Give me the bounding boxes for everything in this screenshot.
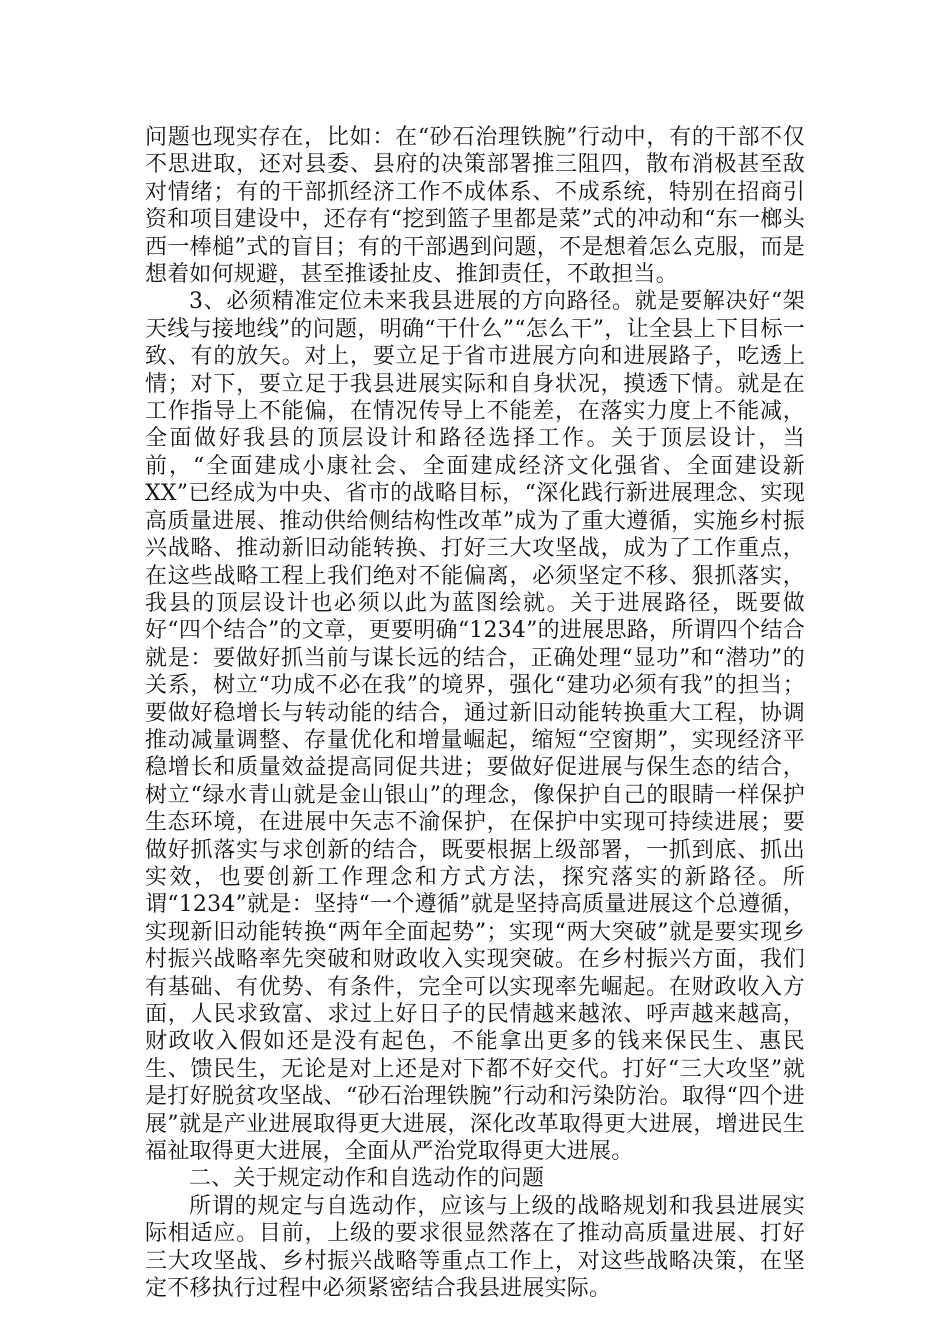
paragraph-required-optional-actions: 所谓的规定与自选动作，应该与上级的战略规划和我县进展实际相适应。目前，上级的要求很显然落在了推动高质量进展、打好三大攻坚战、乡村振兴战略等重点工作上，对这些战略决策，在坚定不移执行过程中必须紧密结合我县进展实际。	[145, 1193, 805, 1302]
paragraph-direction-path: 3、必须精准定位未来我县进展的方向路径。就是要解决好“架天线与接地线”的问题，明确“干什么”“怎么干”，让全县上下目标一致、有的放矢。对上，要立足于省市进展方向和进展路子，吃透上情；对下，要立足于我县进展实际和自身状况，摸透下情。就是在工作指导上不能偏，在情况传导上不能差，在落实力度上不能减，全面做好我县的顶层设计和路径选择工作。关于顶层设计，当前，“全面建成小康社会、全面建成经济文化强省、全面建设新XX”已经成为中央、省市的战略目标，“深化践行新进展理念、实现高质量进展、推动供给侧结构性改革”成为了重大遵循，实施乡村振兴战略、推动新旧动能转换、打好三大攻坚战，成为了工作重点，在这些战略工程上我们绝对不能偏离，必须坚定不移、狠抓落实，我县的顶层设计也必须以此为蓝图绘就。关于进展路径，既要做好“四个结合”的文章，更要明确“1234”的进展思路，所谓四个结合就是：要做好抓当前与谋长远的结合，正确处理“显功”和“潜功”的关系，树立“功成不必在我”的境界，强化“建功必须有我”的担当；要做好稳增长与转动能的结合，通过新旧动能转换重大工程，协调推动减量调整、存量优化和增量崛起，缩短“空窗期”，实现经济平稳增长和质量效益提高同促共进；要做好促进展与保生态的结合，树立“绿水青山就是金山银山”的理念，像保护自己的眼睛一样保护生态环境，在进展中矢志不渝保护，在保护中实现可持续进展；要做好抓落实与求创新的结合，既要根据上级部署，一抓到底、抓出实效，也要创新工作理念和方式方法，探究落实的新路径。所谓“1234”就是：坚持“一个遵循”就是坚持高质量进展这个总遵循，实现新旧动能转换“两年全面起势”；实现“两大突破”就是要实现乡村振兴战略率先突破和财政收入实现突破。在乡村振兴方面，我们有基础、有优势、有条件，完全可以实现率先崛起。在财政收入方面，人民求致富、求过上好日子的民情越来越浓、呼声越来越高，财政收入假如还是没有起色，不能拿出更多的钱来保民生、惠民生、馈民生，无论是对上还是对下都不好交代。打好“三大攻坚”就是打好脱贫攻坚战、“砂石治理铁腕”行动和污染防治。取得“四个进展”就是产业进展取得更大进展，深化改革取得更大进展，增进民生福祉取得更大进展，全面从严治党取得更大进展。	[145, 289, 805, 1165]
section-heading: 二、关于规定动作和自选动作的问题	[189, 1166, 545, 1192]
document-body	[145, 124, 805, 1302]
paragraph-continuation: 问题也现实存在，比如：在“砂石治理铁腕”行动中，有的干部不仅不思进取，还对县委、县府的决策部署推三阻四，散布消极甚至敌对情绪；有的干部抓经济工作不成体系、不成系统，特别在招商引资和项目建设中，还存有“挖到篮子里都是菜”式的冲动和“东一榔头西一棒槌”式的盲目；有的干部遇到问题，不是想着怎么克服，而是想着如何规避，甚至推诿扯皮、推卸责任，不敢担当。	[145, 125, 805, 288]
